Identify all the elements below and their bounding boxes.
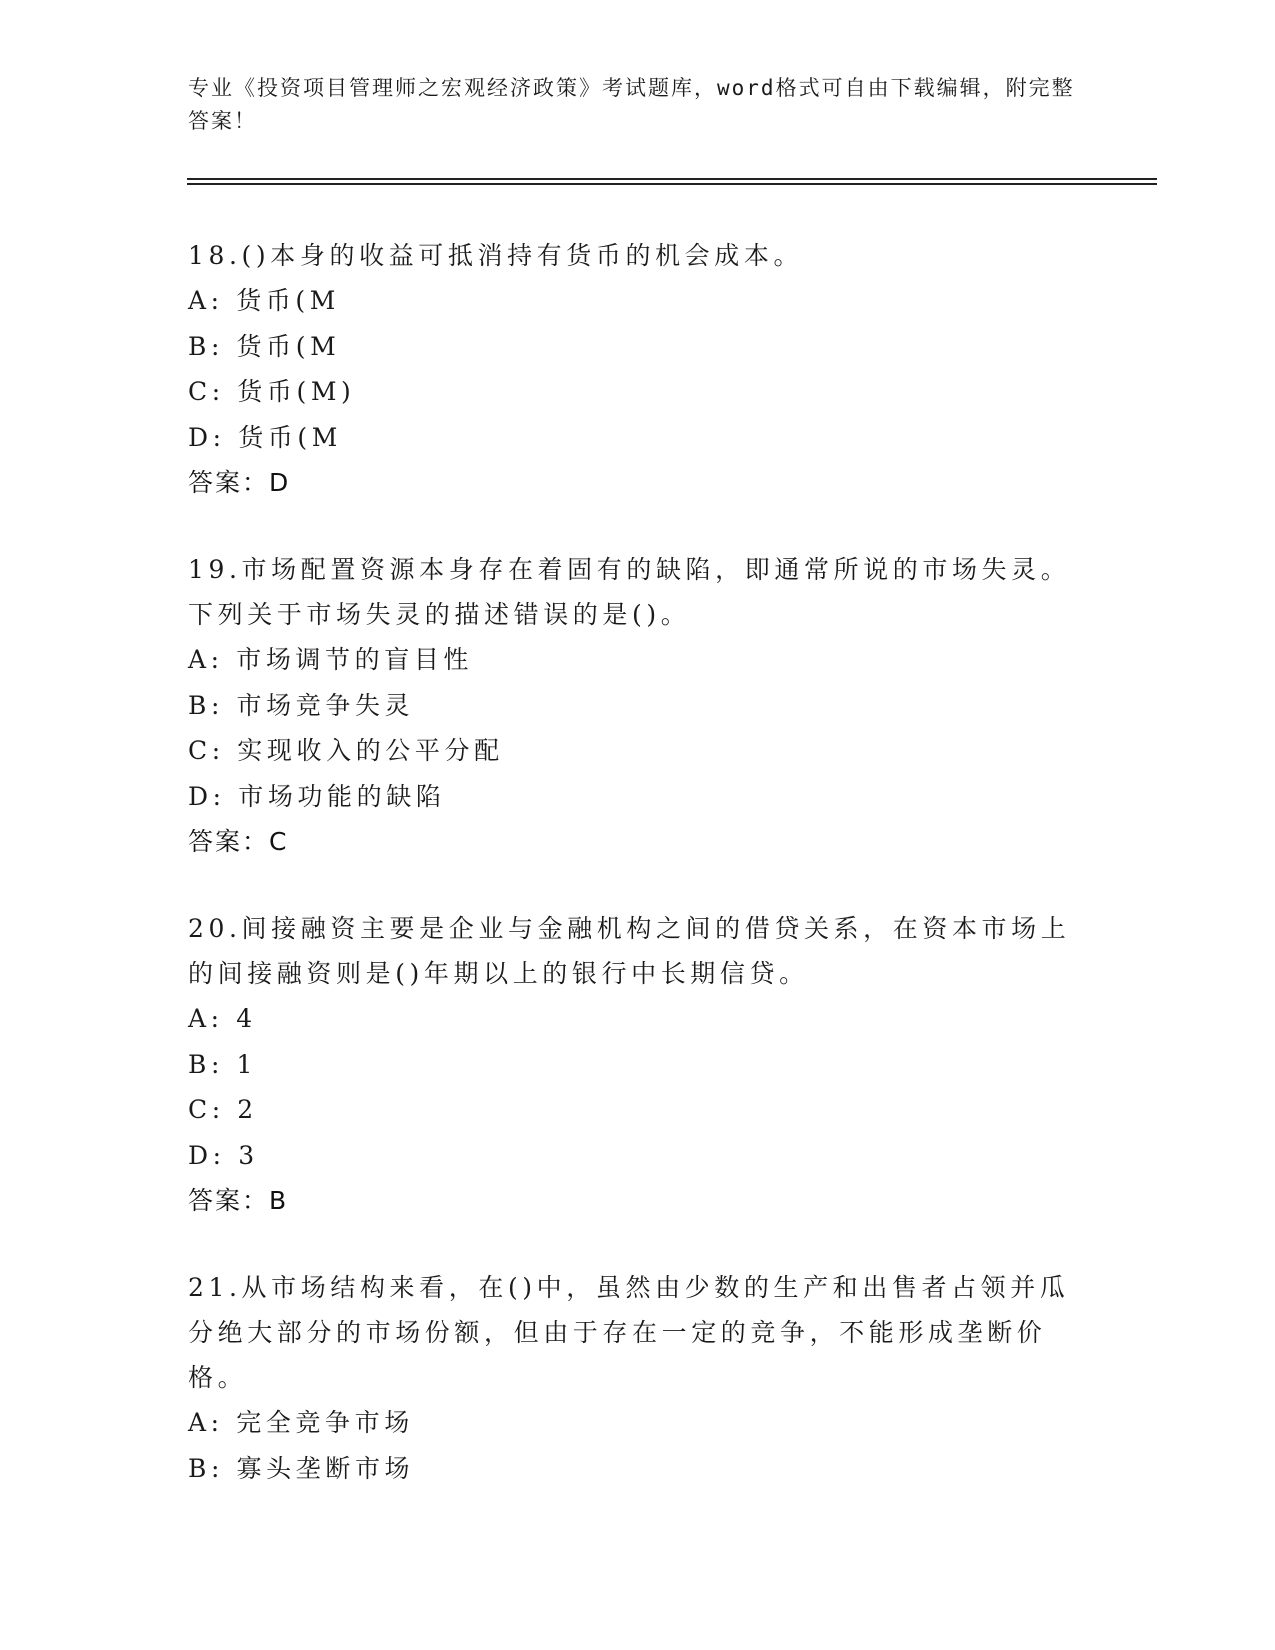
question-18 xyxy=(188,233,1088,505)
document-header: 专业《投资项目管理师之宏观经济政策》考试题库，word格式可自由下载编辑，附完整答案！ xyxy=(188,76,1075,133)
option-b: B: 货币(M xyxy=(188,331,341,361)
option-c: C: 2 xyxy=(188,1095,258,1124)
question-stem: 21.从市场结构来看，在()中，虽然由少数的生产和出售者占领并瓜分绝大部分的市场份额，但由于存在一定的竞争，不能形成垄断价格。 xyxy=(188,1273,1070,1392)
question-20 xyxy=(188,906,1088,1223)
question-stem: 18.()本身的收益可抵消持有货币的机会成本。 xyxy=(188,241,804,270)
option-b: B: 市场竞争失灵 xyxy=(188,690,415,720)
option-d: D: 3 xyxy=(188,1140,259,1170)
option-b: B: 寡头垄断市场 xyxy=(188,1453,415,1483)
option-a: A: 市场调节的盲目性 xyxy=(188,645,474,674)
option-b: B: 1 xyxy=(188,1049,258,1079)
answer-line: 答案：D xyxy=(188,468,291,497)
question-list xyxy=(188,233,1088,1533)
option-a: A: 完全竞争市场 xyxy=(188,1408,414,1437)
option-c: C: 实现收入的公平分配 xyxy=(188,736,504,765)
question-stem: 19.市场配置资源本身存在着固有的缺陷，即通常所说的市场失灵。下列关于市场失灵的描述错误的是()。 xyxy=(188,555,1071,629)
question-21 xyxy=(188,1265,1088,1491)
option-c: C: 货币(M) xyxy=(188,377,356,406)
option-d: D: 市场功能的缺陷 xyxy=(188,781,446,811)
option-a: A: 货币(M xyxy=(188,286,340,315)
option-a: A: 4 xyxy=(188,1004,257,1033)
question-stem: 20.间接融资主要是企业与金融机构之间的借贷关系，在资本市场上的间接融资则是()年期以上的银行中长期信贷。 xyxy=(188,914,1071,988)
answer-line: 答案：B xyxy=(188,1186,289,1215)
option-d: D: 货币(M xyxy=(188,422,342,452)
question-19 xyxy=(188,547,1088,864)
header-divider-top xyxy=(187,178,1157,180)
header-divider-bottom xyxy=(187,183,1157,185)
answer-line: 答案：C xyxy=(188,827,289,856)
